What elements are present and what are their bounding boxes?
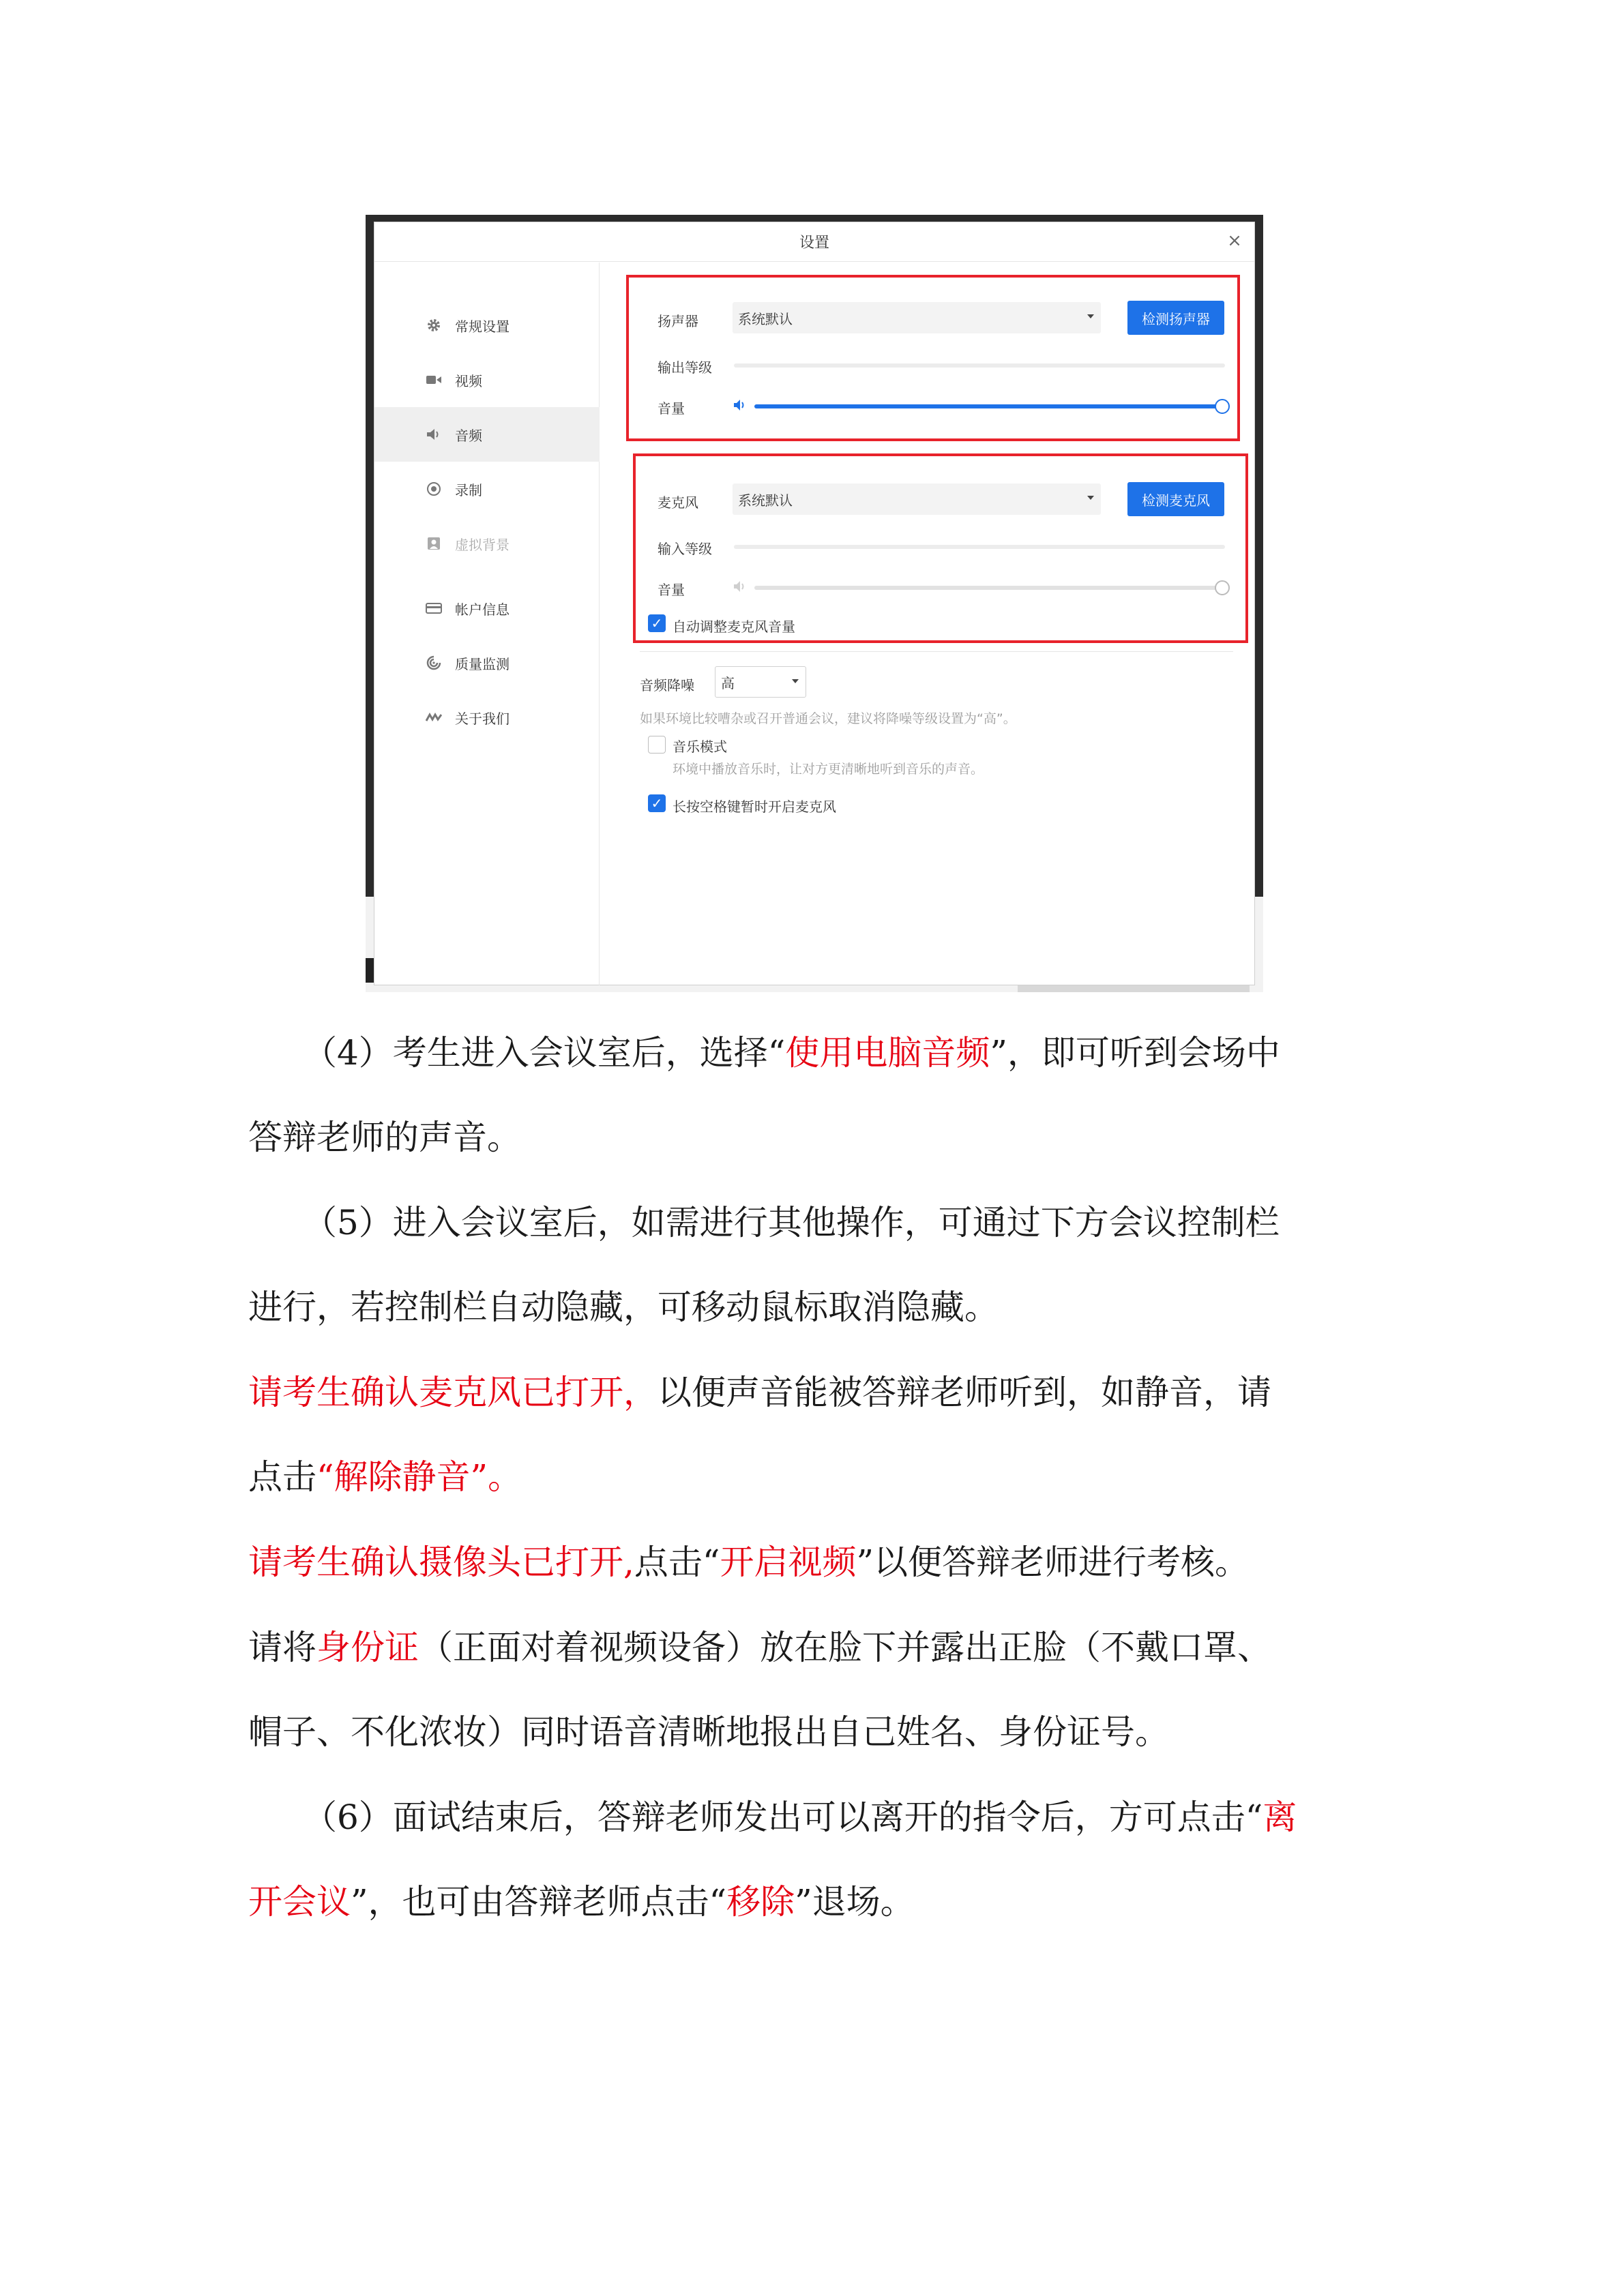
about-logo-icon [425, 709, 443, 726]
speaker-device-value: 系统默认 [738, 310, 793, 327]
text-run: 点击 [248, 1457, 316, 1497]
paragraph-6-line-1 [303, 1796, 1435, 1838]
noise-reduction-select[interactable] [715, 666, 806, 698]
auto-adjust-mic-checkbox[interactable]: ✓ [648, 614, 666, 632]
noise-reduction-label: 音频降噪 [640, 677, 694, 694]
music-mode-label: 音乐模式 [673, 739, 727, 755]
emphasis-text: 离 [1263, 1798, 1297, 1837]
emphasis-text: 请考生确认摄像头已打开, [248, 1542, 634, 1582]
speaker-volume-label: 音量 [658, 400, 685, 417]
microphone-device-select[interactable] [733, 483, 1101, 515]
speaker-volume-fill [754, 404, 1225, 408]
title-bar [374, 222, 1254, 262]
chevron-down-icon [1087, 314, 1094, 318]
music-mode-checkbox[interactable] [648, 736, 666, 754]
emphasis-text: 请考生确认麦克风已打开， [248, 1373, 658, 1412]
noise-reduction-value: 高 [721, 674, 735, 691]
chevron-down-icon [792, 679, 799, 683]
paragraph-4-line-2: 答辩老师的声音。 [248, 1118, 521, 1157]
output-level-label: 输出等级 [658, 359, 712, 376]
emphasis-text: “解除静音”。 [316, 1457, 522, 1497]
volume-icon [733, 398, 748, 413]
sidebar-item-label: 虚拟背景 [455, 536, 510, 553]
paragraph-5-line-1: （5）进入会议室后，如需进行其他操作，可通过下方会议控制栏 [303, 1203, 1280, 1242]
speaker-icon [425, 426, 443, 443]
emphasis-text: 身份证 [316, 1628, 419, 1667]
emphasis-text: 开会议 [248, 1882, 351, 1922]
chevron-down-icon [1087, 496, 1094, 500]
id-note-line-2: 帽子、不化浓妆）同时语音清晰地报出自己姓名、身份证号。 [248, 1712, 1169, 1752]
music-mode-hint: 环境中播放音乐时，让对方更清晰地听到音乐的声音。 [673, 762, 984, 777]
sidebar-item-video[interactable] [374, 353, 600, 407]
speaker-highlight-box [626, 275, 1240, 441]
speaker-volume-handle[interactable] [1215, 399, 1230, 414]
record-icon [425, 480, 443, 498]
settings-window [374, 222, 1255, 985]
speaker-volume-slider[interactable] [754, 404, 1225, 408]
sidebar-item-virtual-background[interactable] [374, 516, 600, 571]
paragraph-5-line-2: 进行，若控制栏自动隐藏，可移动鼠标取消隐藏。 [248, 1287, 999, 1327]
audio-settings-panel [600, 263, 1255, 985]
microphone-volume-slider[interactable] [754, 586, 1225, 590]
sidebar-item-label: 关于我们 [455, 710, 510, 727]
input-level-meter [734, 545, 1225, 549]
window-title: 设置 [799, 235, 829, 252]
gear-icon [425, 316, 443, 334]
sidebar-item-audio[interactable] [374, 407, 600, 462]
close-icon[interactable]: × [1227, 230, 1242, 251]
sidebar-item-quality[interactable] [374, 636, 600, 690]
text-run: 以便声音能被答辩老师听到，如静音，请 [658, 1373, 1271, 1412]
camera-note [248, 1541, 1381, 1583]
noise-reduction-hint: 如果环境比较嘈杂或召开普通会议，建议将降噪等级设置为“高”。 [640, 711, 1016, 726]
sidebar-item-account[interactable] [374, 581, 600, 636]
space-unmute-checkbox[interactable]: ✓ [648, 794, 666, 812]
mic-note-line-2 [248, 1456, 1381, 1498]
emphasis-text: 开启视频 [720, 1542, 857, 1582]
sidebar-item-label: 质量监测 [455, 655, 510, 672]
speaker-device-select[interactable] [733, 302, 1101, 333]
microphone-volume-handle[interactable] [1215, 580, 1230, 595]
quality-monitor-icon [425, 654, 443, 672]
virtual-background-icon [425, 535, 443, 552]
microphone-label: 麦克风 [658, 494, 698, 511]
text-run: ”，即可听到会场中 [990, 1033, 1280, 1073]
sidebar-item-about[interactable] [374, 690, 600, 745]
text-run: 请将 [248, 1628, 316, 1667]
mic-note-line-1 [248, 1371, 1381, 1414]
settings-sidebar [374, 263, 600, 985]
test-speaker-button[interactable]: 检测扬声器 [1127, 301, 1224, 335]
sidebar-item-label: 帐户信息 [455, 601, 510, 618]
paragraph-4-line-1 [303, 1032, 1435, 1074]
paragraph-6-line-2 [248, 1881, 1381, 1923]
speaker-label: 扬声器 [658, 313, 698, 329]
text-run: （正面对着视频设备）放在脸下并露出正脸（不戴口罩、 [419, 1628, 1271, 1667]
settings-screenshot [366, 215, 1263, 992]
text-run: （4）考生进入会议室后，选择“ [303, 1033, 786, 1073]
emphasis-text: 使用电脑音频 [785, 1033, 990, 1073]
text-run: ”退场。 [795, 1882, 915, 1922]
microphone-volume-label: 音量 [658, 582, 685, 598]
video-camera-icon [425, 371, 443, 389]
text-run: 点击“ [634, 1542, 720, 1582]
sidebar-item-label: 视频 [455, 372, 482, 389]
text-run: （6）面试结束后，答辩老师发出可以离开的指令后，方可点击“ [303, 1798, 1263, 1837]
section-divider [640, 651, 1233, 652]
input-level-label: 输入等级 [658, 541, 712, 557]
space-unmute-label: 长按空格键暂时开启麦克风 [673, 799, 836, 815]
sidebar-item-label: 常规设置 [455, 318, 510, 335]
id-note-line-1 [248, 1626, 1381, 1669]
output-level-meter [734, 363, 1225, 368]
auto-adjust-mic-label: 自动调整麦克风音量 [673, 618, 795, 635]
emphasis-text: 移除 [726, 1882, 795, 1922]
sidebar-item-label: 录制 [455, 481, 482, 498]
text-run: ”，也可由答辩老师点击“ [351, 1882, 727, 1922]
microphone-device-value: 系统默认 [738, 492, 793, 509]
text-run: ”以便答辩老师进行考核。 [856, 1542, 1250, 1582]
sidebar-item-general[interactable] [374, 298, 600, 353]
account-card-icon [425, 599, 443, 617]
volume-icon [733, 579, 748, 594]
sidebar-item-record[interactable] [374, 462, 600, 516]
test-microphone-button[interactable]: 检测麦克风 [1127, 482, 1224, 516]
sidebar-item-label: 音频 [455, 427, 482, 444]
